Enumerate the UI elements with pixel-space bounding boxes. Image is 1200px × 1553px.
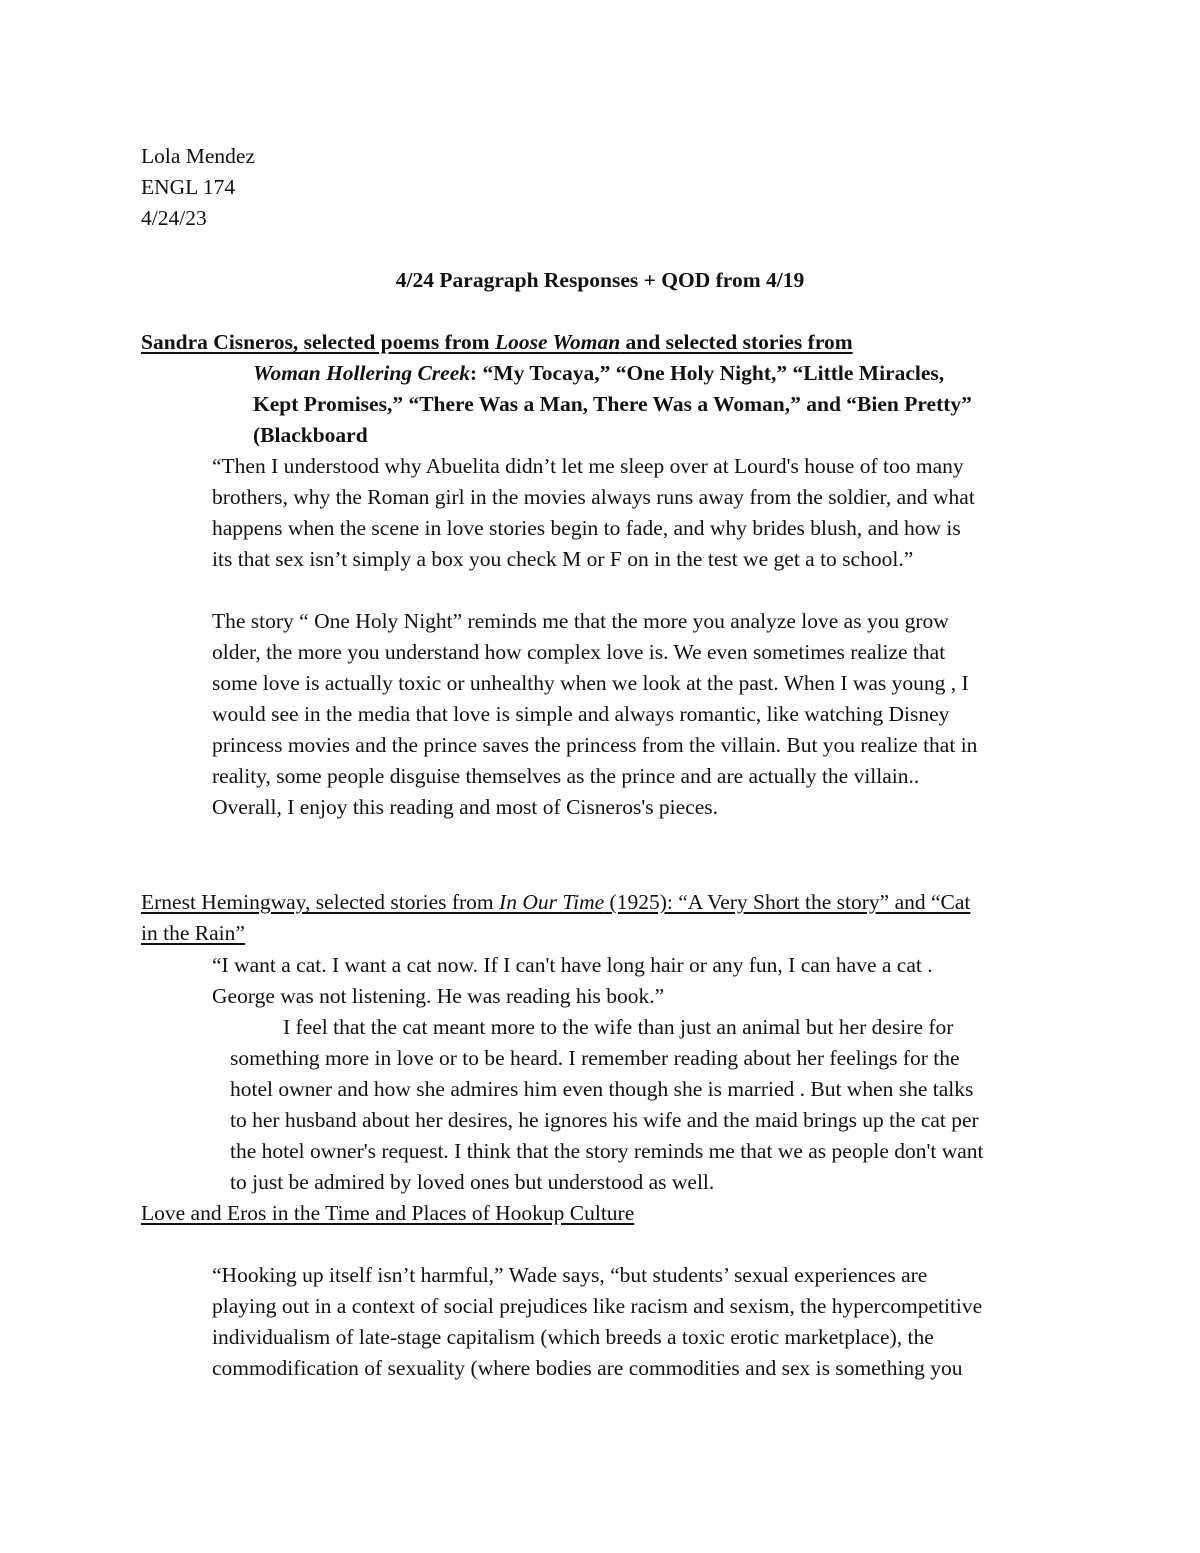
section1-response-line: The story “ One Holy Night” reminds me that the more you analyze love as you grow: [212, 609, 949, 633]
section2-response-line: something more in love or to be heard. I remember reading about her feelings for the: [230, 1046, 960, 1070]
book-title-loose-woman: Loose Woman: [494, 330, 621, 354]
section3-quote-line: “Hooking up itself isn’t harmful,” Wade says, “but students’ sexual experiences are: [212, 1263, 928, 1287]
section3-quote-line: individualism of late-stage capitalism (which breeds a toxic erotic marketplace), the: [212, 1325, 934, 1349]
document-date: 4/24/23: [141, 206, 207, 230]
section2-heading-line1: Ernest Hemingway, selected stories from In Our Time (1925): “A Very Short the story” and “Cat: [141, 890, 971, 914]
section1-heading-line3: Kept Promises,” “There Was a Man, There Was a Woman,” and “Bien Pretty”: [253, 392, 972, 416]
section1-response-line: Overall, I enjoy this reading and most of Cisneros's pieces.: [212, 795, 719, 819]
section2-response-line: I feel that the cat meant more to the wife than just an animal but her desire for: [283, 1015, 954, 1039]
section2-response-line: hotel owner and how she admires him even though she is married . But when she talks: [230, 1077, 974, 1101]
section1-response-line: princess movies and the prince saves the princess from the villain. But you realize that in: [212, 733, 978, 757]
section1-response-line: some love is actually toxic or unhealthy when we look at the past. When I was young , I: [212, 671, 969, 695]
section1-quote-line: its that sex isn’t simply a box you check M or F on in the test we get a to school.”: [212, 547, 914, 571]
section2-quote-line: “I want a cat. I want a cat now. If I can't have long hair or any fun, I can have a cat .: [212, 953, 933, 977]
section2-quote-line: George was not listening. He was reading his book.”: [212, 984, 665, 1008]
author-name: Lola Mendez: [141, 144, 256, 168]
page-title: 4/24 Paragraph Responses + QOD from 4/19: [395, 268, 805, 292]
section3-heading: Love and Eros in the Time and Places of Hookup Culture: [141, 1201, 635, 1225]
section1-quote-line: “Then I understood why Abuelita didn’t let me sleep over at Lourd's house of too many: [212, 454, 964, 478]
book-title-woman-hollering-creek: Woman Hollering Creek: [253, 361, 471, 385]
section1-response-line: reality, some people disguise themselves as the prince and are actually the villain..: [212, 764, 920, 788]
section3-quote-line: commodification of sexuality (where bodies are commodities and sex is something you: [212, 1356, 963, 1380]
section1-heading-line2: Woman Hollering Creek: “My Tocaya,” “One Holy Night,” “Little Miracles,: [253, 361, 945, 385]
course-code: ENGL 174: [141, 175, 236, 199]
section2-heading-line2: in the Rain”: [141, 921, 245, 945]
section2-response-line: to just be admired by loved ones but understood as well.: [230, 1170, 715, 1194]
section1-quote-line: brothers, why the Roman girl in the movies always runs away from the soldier, and what: [212, 485, 975, 509]
section1-response-line: older, the more you understand how complex love is. We even sometimes realize that: [212, 640, 946, 664]
section2-response-line: the hotel owner's request. I think that the story reminds me that we as people don't want: [230, 1139, 984, 1163]
book-title-in-our-time: In Our Time: [499, 890, 605, 914]
section1-quote-line: happens when the scene in love stories begin to fade, and why brides blush, and how is: [212, 516, 961, 540]
section3-quote-line: playing out in a context of social prejudices like racism and sexism, the hypercompetitive: [212, 1294, 983, 1318]
section2-response-line: to her husband about her desires, he ignores his wife and the maid brings up the cat per: [230, 1108, 979, 1132]
section1-response-line: would see in the media that love is simple and always romantic, like watching Disney: [212, 702, 950, 726]
section1-heading-line1: Sandra Cisneros, selected poems from Loose Woman and selected stories from: [141, 330, 853, 354]
section1-heading-line4: (Blackboard: [253, 423, 368, 447]
